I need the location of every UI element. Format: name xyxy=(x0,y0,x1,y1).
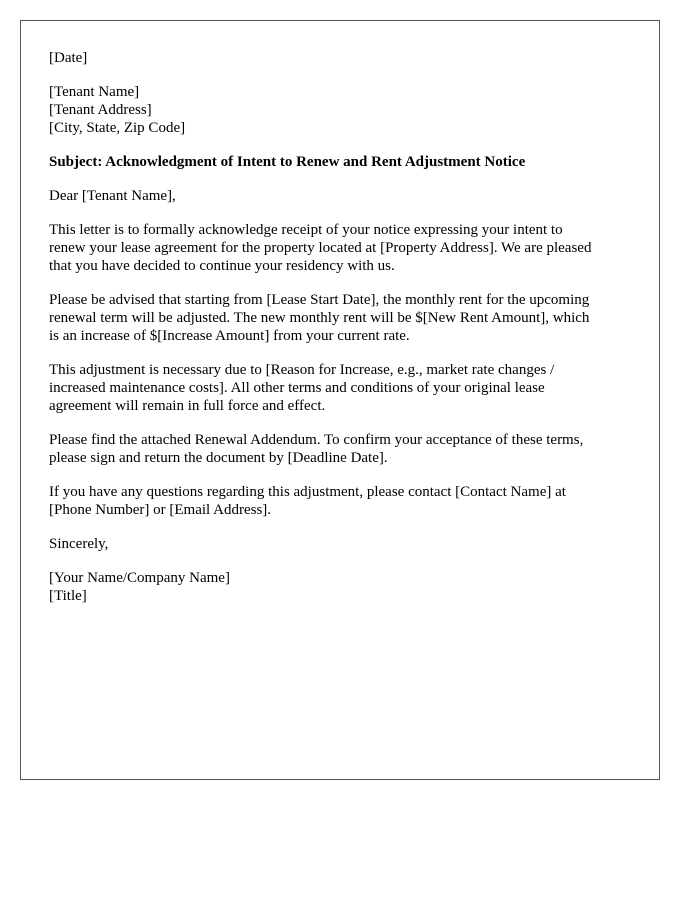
body-paragraph-3 xyxy=(49,361,639,415)
paragraph-line: that you have decided to continue your residency with us. xyxy=(49,258,395,274)
recipient-address: [Tenant Address] xyxy=(49,102,152,118)
subject-block xyxy=(49,153,639,171)
paragraph-line: If you have any questions regarding this adjustment, please contact [Contact Name] at xyxy=(49,484,566,500)
letter-content xyxy=(49,49,639,621)
paragraph-line: is an increase of $[Increase Amount] from your current rate. xyxy=(49,328,410,344)
letter-page xyxy=(20,20,660,780)
letter-date: [Date] xyxy=(49,50,88,66)
paragraph-line: please sign and return the document by [Deadline Date]. xyxy=(49,450,388,466)
paragraph-line: This adjustment is necessary due to [Reason for Increase, e.g., market rate changes / xyxy=(49,362,555,378)
salutation: Dear [Tenant Name], xyxy=(49,188,176,204)
paragraph-line: Please be advised that starting from [Lease Start Date], the monthly rent for the upcoming xyxy=(49,292,590,308)
signature-title: [Title] xyxy=(49,588,87,604)
recipient-block xyxy=(49,83,639,137)
closing: Sincerely, xyxy=(49,536,109,552)
body-paragraph-2 xyxy=(49,291,639,345)
paragraph-line: [Phone Number] or [Email Address]. xyxy=(49,502,272,518)
paragraph-line: Please find the attached Renewal Addendum. To confirm your acceptance of these terms, xyxy=(49,432,584,448)
signature-name: [Your Name/Company Name] xyxy=(49,570,230,586)
recipient-city-state-zip: [City, State, Zip Code] xyxy=(49,120,186,136)
body-paragraph-4 xyxy=(49,431,639,467)
recipient-name: [Tenant Name] xyxy=(49,84,140,100)
paragraph-line: renewal term will be adjusted. The new monthly rent will be $[New Rent Amount], which xyxy=(49,310,590,326)
closing-block xyxy=(49,535,639,553)
paragraph-line: renew your lease agreement for the property located at [Property Address]. We are pleased xyxy=(49,240,592,256)
salutation-block xyxy=(49,187,639,205)
date-block xyxy=(49,49,639,67)
body-paragraph-5 xyxy=(49,483,639,519)
body-paragraph-1 xyxy=(49,221,639,275)
paragraph-line: This letter is to formally acknowledge receipt of your notice expressing your intent to xyxy=(49,222,563,238)
signature-block xyxy=(49,569,639,605)
letter-subject: Subject: Acknowledgment of Intent to Renew and Rent Adjustment Notice xyxy=(49,154,526,170)
paragraph-line: increased maintenance costs]. All other terms and conditions of your original lease xyxy=(49,380,545,396)
paragraph-line: agreement will remain in full force and effect. xyxy=(49,398,326,414)
